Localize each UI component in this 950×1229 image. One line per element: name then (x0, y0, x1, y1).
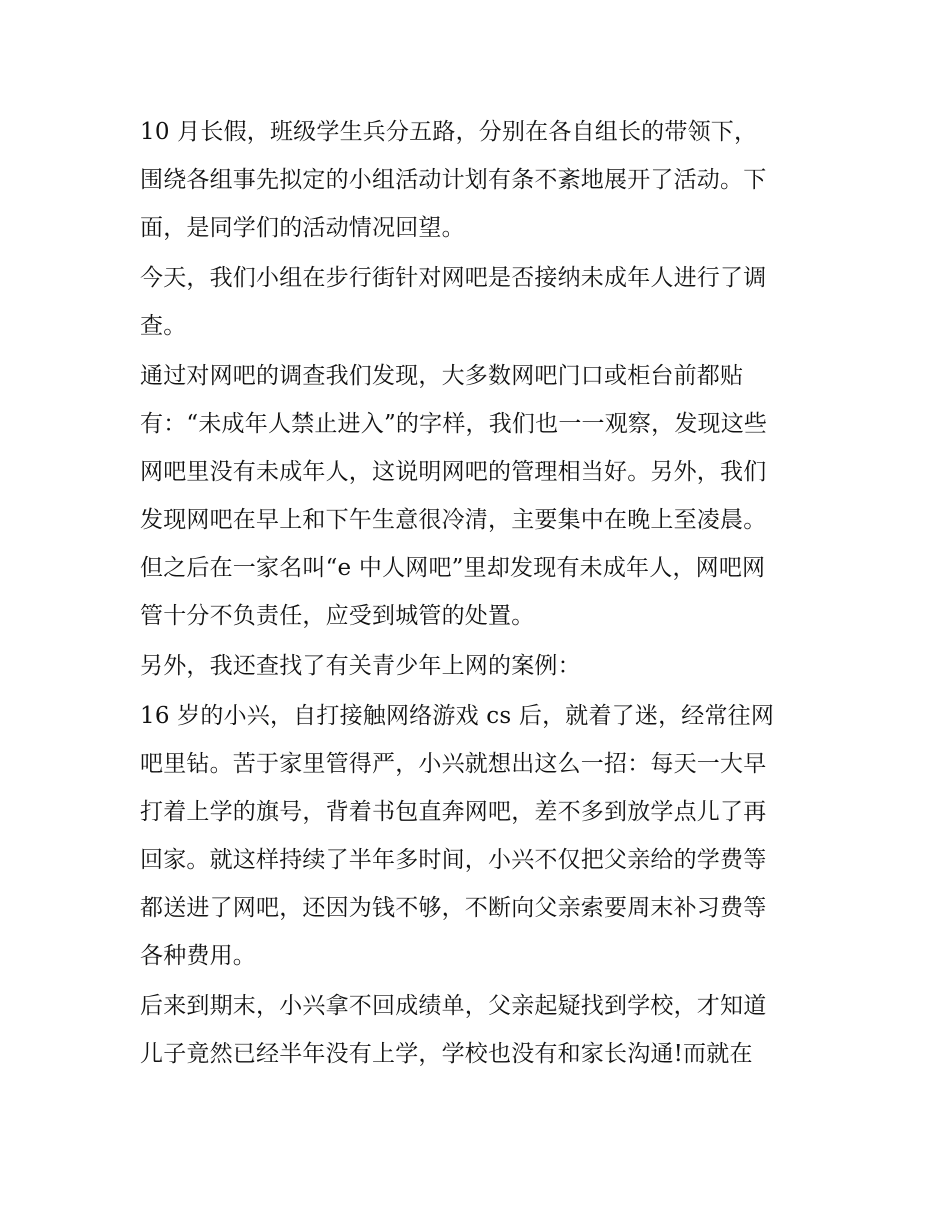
text-line: 网吧里没有未成年人，这说明网吧的管理相当好。另外，我们 (140, 459, 767, 485)
text-line: 后来到期末，小兴拿不回成绩单，父亲起疑找到学校，才知道 (140, 993, 767, 1019)
text-line: 围绕各组事先拟定的小组活动计划有条不紊地展开了活动。下 (140, 167, 767, 193)
text-line: 吧里钻。苦于家里管得严，小兴就想出这么一招：每天一大早 (140, 751, 767, 777)
text-line: 另外，我还查找了有关青少年上网的案例： (140, 653, 581, 679)
text-line: 都送进了网吧，还因为钱不够，不断向父亲索要周末补习费等 (140, 895, 767, 921)
paragraph (140, 642, 820, 690)
paragraph (140, 108, 820, 252)
paragraph (140, 352, 820, 640)
text-line: 回家。就这样持续了半年多时间，小兴不仅把父亲给的学费等 (140, 847, 767, 873)
paragraph (140, 692, 820, 980)
text-line: 16 岁的小兴，自打接触网络游戏 cs 后，就着了迷，经常往网 (140, 703, 775, 729)
text-line: 儿子竟然已经半年没有上学，学校也没有和家长沟通!而就在 (140, 1041, 753, 1067)
text-line: 各种费用。 (140, 943, 256, 969)
text-line: 有：“未成年人禁止进入”的字样，我们也一一观察，发现这些 (140, 411, 768, 437)
text-line: 但之后在一家名叫“e 中人网吧”里却发现有未成年人，网吧网 (140, 555, 766, 581)
paragraph (140, 982, 820, 1078)
text-line: 今天，我们小组在步行街针对网吧是否接纳未成年人进行了调 (140, 265, 767, 291)
text-line: 管十分不负责任，应受到城管的处置。 (140, 603, 535, 629)
text-line: 面，是同学们的活动情况回望。 (140, 215, 465, 241)
document-body (140, 108, 820, 1078)
text-line: 10 月长假，班级学生兵分五路，分别在各自组长的带领下， (140, 119, 758, 145)
text-line: 发现网吧在早上和下午生意很冷清，主要集中在晚上至凌晨。 (140, 507, 767, 533)
text-line: 查。 (140, 313, 187, 339)
paragraph (140, 254, 820, 350)
text-line: 打着上学的旗号，背着书包直奔网吧，差不多到放学点儿了再 (140, 799, 767, 825)
text-line: 通过对网吧的调查我们发现，大多数网吧门口或柜台前都贴 (140, 363, 744, 389)
